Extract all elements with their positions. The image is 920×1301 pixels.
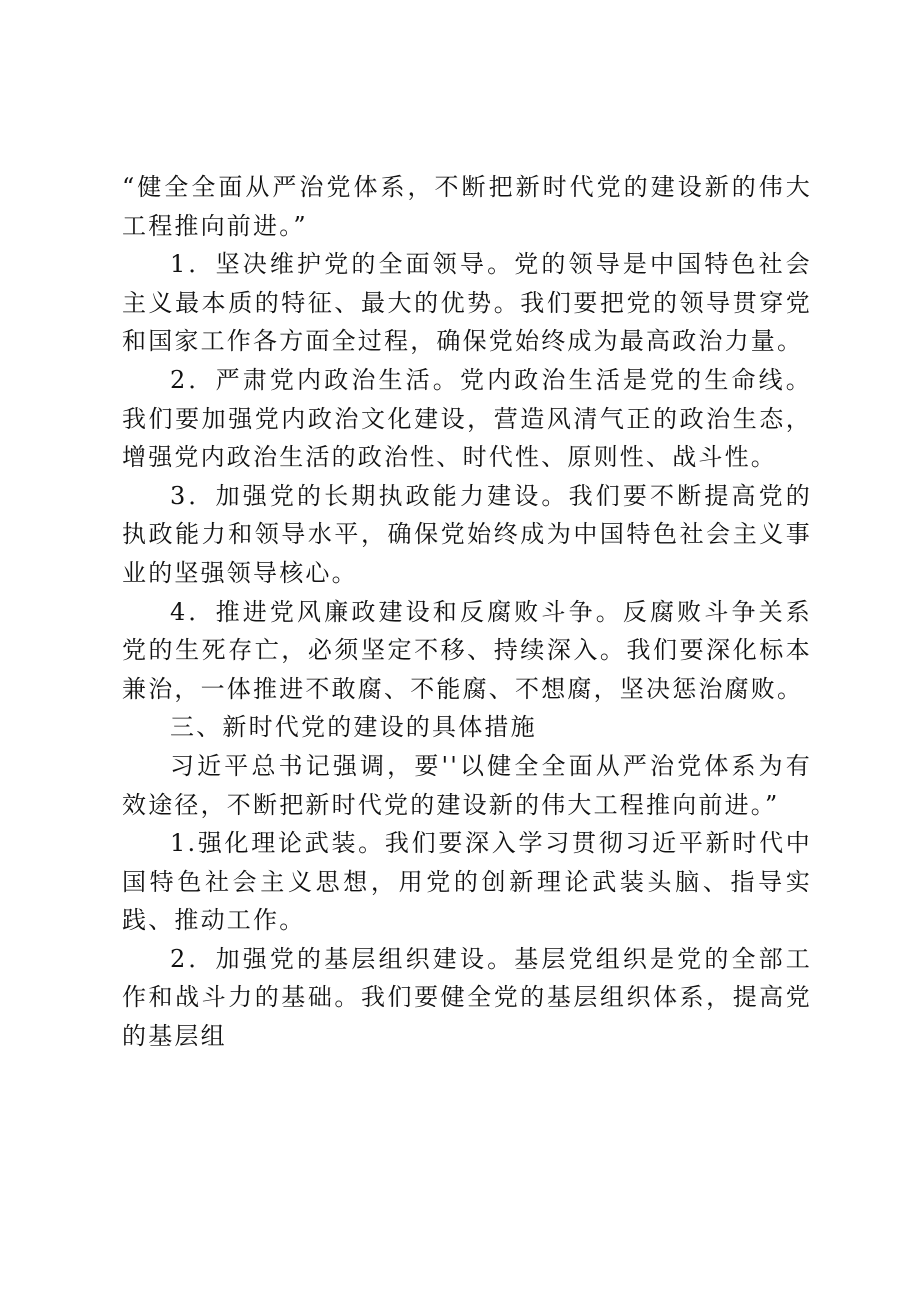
- document-body: [122, 168, 812, 1056]
- paragraph-item-4: 4．推进党风廉政建设和反腐败斗争。反腐败斗争关系党的生死存亡，必须坚定不移、持续深入。我们要深化标本兼治，一体推进不敢腐、不能腐、不想腐，坚决惩治腐败。: [122, 597, 812, 703]
- paragraph-measure-2: 2．加强党的基层组织建设。基层党组织是党的全部工作和战斗力的基础。我们要健全党的基层组织体系，提高党的基层组: [122, 944, 812, 1051]
- paragraph-measure-1: 1.强化理论武装。我们要深入学习贯彻习近平新时代中国特色社会主义思想，用党的创新理论武装头脑、指导实践、推动工作。: [122, 829, 812, 935]
- section-heading: 三、新时代党的建设的具体措施: [170, 713, 537, 742]
- paragraph-intro: 习近平总书记强调，要''以健全全面从严治党体系为有效途径，不断把新时代党的建设新的伟大工程推向前进。”: [122, 751, 812, 819]
- paragraph-item-1: 1．坚决维护党的全面领导。党的领导是中国特色社会主义最本质的特征、最大的优势。我们要把党的领导贯穿党和国家工作各方面全过程，确保党始终成为最高政治力量。: [122, 250, 812, 356]
- paragraph-item-3: 3．加强党的长期执政能力建设。我们要不断提高党的执政能力和领导水平，确保党始终成为中国特色社会主义事业的坚强领导核心。: [122, 481, 812, 587]
- paragraph-item-2: 2．严肃党内政治生活。党内政治生活是党的生命线。我们要加强党内政治文化建设，营造风清气正的政治生态，增强党内政治生活的政治性、时代性、原则性、战斗性。: [122, 365, 812, 472]
- paragraph-quote-continuation: “健全全面从严治党体系，不断把新时代党的建设新的伟大工程推向前进。”: [122, 173, 812, 240]
